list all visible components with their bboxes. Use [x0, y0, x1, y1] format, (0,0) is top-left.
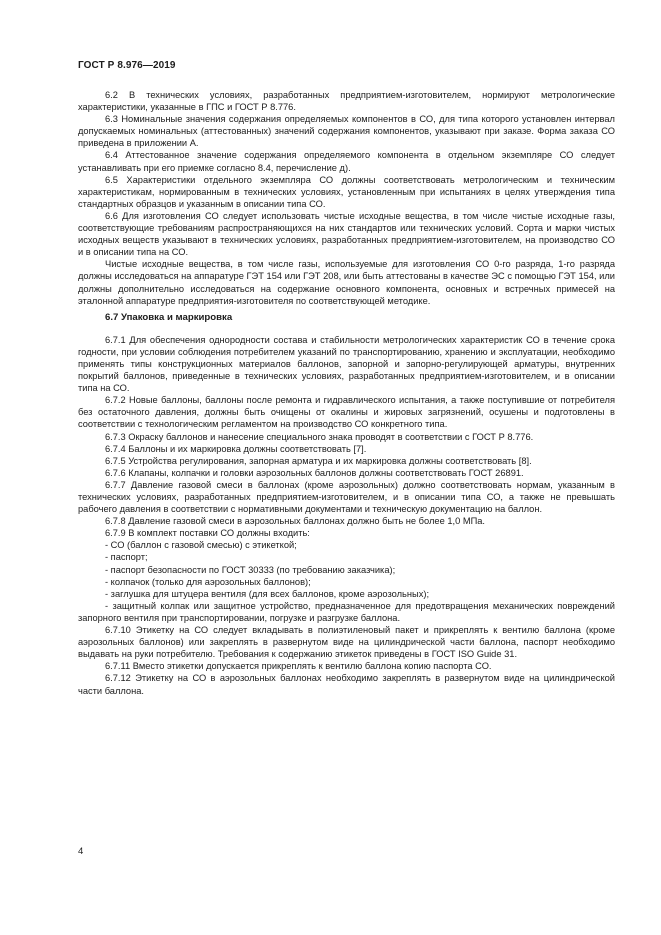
paragraph-6-7-5: 6.7.5 Устройства регулирования, запорная арматура и их маркировка должны соответствовать [8].: [105, 455, 532, 466]
list-item: - заглушка для штуцера вентиля (для всех баллонов, кроме аэрозольных);: [105, 588, 430, 599]
list-item: - паспорт безопасности по ГОСТ 30333 (по требованию заказчика);: [105, 564, 396, 575]
paragraph-6-7-11: 6.7.11 Вместо этикетки допускается прикреплять к вентилю баллона копию паспорта СО.: [105, 661, 492, 672]
list-item: - СО (баллон с газовой смесью) с этикеткой;: [105, 540, 297, 551]
list-item: - паспорт;: [105, 552, 148, 563]
list-item: - защитный колпак или защитное устройство, предназначенное для предотвращения механических повреждений запорного вентиля при транспортировании, погрузке и разгрузке баллона.: [78, 600, 615, 623]
document-body: [78, 89, 615, 697]
paragraph-6-7-2: 6.7.2 Новые баллоны, баллоны после ремонта и гидравлического испытания, а также поступившие от потребителя без остаточного давления, должны быть очищены от окалины и жировых загрязнений, осушены и подготовлены в соответствии с технологическим регламентом на производство СО конкретного типа.: [78, 395, 615, 430]
paragraph-6-6: 6.6 Для изготовления СО следует использовать чистые исходные вещества, в том числе чистые исходные газы, соответствующие требованиям распространяющихся на них стандартов или технических условий. Сорта и марки чистых исходных веществ указывают в технических условиях, разработанных предприятием-изготовителем, на производство СО и в описании типа на СО.: [78, 210, 615, 258]
paragraph-6-7-12: 6.7.12 Этикетку на СО в аэрозольных баллонах необходимо закреплять в развернутом виде на цилиндрической части баллона.: [78, 673, 615, 696]
paragraph-6-7-8: 6.7.8 Давление газовой смеси в аэрозольных баллонах должно быть не более 1,0 МПа.: [105, 516, 486, 527]
section-title-6-7: 6.7 Упаковка и маркировка: [105, 311, 233, 323]
page-number: 4: [78, 846, 84, 857]
paragraph-6-7-6: 6.7.6 Клапаны, колпачки и головки аэрозольных баллонов должны соответствовать ГОСТ 26891.: [105, 467, 524, 478]
paragraph-6-7-9: 6.7.9 В комплект поставки СО должны входить:: [105, 528, 310, 539]
paragraph-6-7-7: 6.7.7 Давление газовой смеси в баллонах (кроме аэрозольных) должно соответствовать нормам, указанным в технических условиях, разработанных предприятием-изготовителем, и в описании типа СО, а также не превышать рабочего давления в соответствии с нормативными документами и техническую документацию на баллон.: [78, 479, 615, 515]
paragraph-6-5: 6.5 Характеристики отдельного экземпляра СО должны соответствовать метрологическим и техническим характеристикам, нормированным в технических условиях, установленным при испытаниях в целях утверждения типа стандартных образцов и указанным в описании типа СО.: [78, 174, 615, 209]
paragraph-6-4: 6.4 Аттестованное значение содержания определяемого компонента в отдельном экземпляре СО следует устанавливать при его приемке согласно 8.4, перечисление д).: [78, 150, 615, 173]
paragraph-6-7-10: 6.7.10 Этикетку на СО следует вкладывать в полиэтиленовый пакет и прикреплять к вентилю баллона (кроме аэрозольных баллонов) или закреплять в развернутом виде на цилиндрической части баллона, паспорт необходимо выдавать на руки потребителю. Требования к содержанию этикеток приведены в ГОСТ ISO Guide 31.: [78, 625, 615, 660]
paragraph-6-2: 6.2 В технических условиях, разработанных предприятием-изготовителем, нормируют метрологические характеристики, указанные в ГПС и ГОСТ Р 8.776.: [78, 90, 615, 113]
paragraph-6-7-3: 6.7.3 Окраску баллонов и нанесение специального знака проводят в соответствии с ГОСТ Р 8.776.: [105, 431, 534, 442]
paragraph-6-3: 6.3 Номинальные значения содержания определяемых компонентов в СО, для типа которого установлен интервал допускаемых номинальных (аттестованных) значений содержания компонентов, указывают при заказе. Форма заказа СО приведена в приложении А.: [78, 114, 615, 149]
paragraph-6-7-1: 6.7.1 Для обеспечения однородности состава и стабильности метрологических характеристик СО в течение срока годности, при условии соблюдения потребителем указаний по транспортированию, хранению и эксплуатации, необходимо применять типы конструкционных материалов баллонов, запорной и запорно-регулирующей арматуры, внутренних покрытий баллонов, приведенные в технических условиях, разработанных предприятием-изготовителем, и в описании типа на СО.: [78, 334, 615, 394]
list-item: - колпачок (только для аэрозольных баллонов);: [105, 576, 311, 587]
document-header: ГОСТ Р 8.976—2019: [78, 60, 176, 71]
paragraph-6-7-4: 6.7.4 Баллоны и их маркировка должны соответствовать [7].: [105, 443, 367, 454]
paragraph-pure-substances: Чистые исходные вещества, в том числе газы, используемые для изготовления СО 0-го разряда, 1-го разряда должны исследоваться на аппаратуре ГЭТ 154 или ГЭТ 208, или быть аттестованы в качестве ЭС с помощью ГЭТ 154, или должны дополнительно исследоваться на содержание основного компонента, основных и встречных примесей на эталонной аппаратуре предприятия-изготовителя по соответствующей методике.: [78, 259, 615, 306]
